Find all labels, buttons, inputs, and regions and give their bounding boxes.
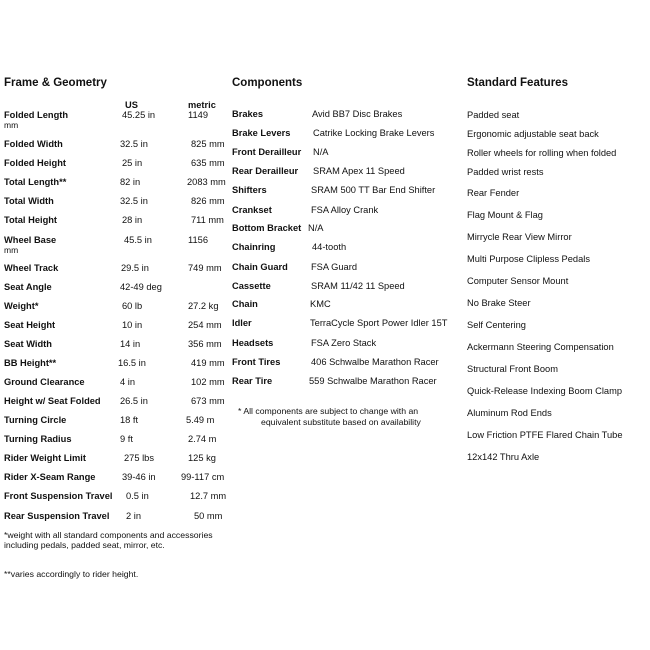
feature-item: Quick-Release Indexing Boom Clamp [467, 386, 623, 396]
component-label: Front Derailleur [232, 147, 302, 157]
frame-row-us-value: 45.5 in [124, 235, 152, 245]
feature-item: Flag Mount & Flag [467, 210, 543, 220]
component-label: Idler [232, 318, 252, 328]
frame-row-label: Turning Radius [4, 434, 72, 444]
frame-row-us-value: 26.5 in [120, 396, 148, 406]
frame-row-label: Rider X-Seam Range [4, 472, 96, 482]
feature-item: Padded wrist rests [467, 167, 544, 177]
frame-row-metric-value: 419 mm [191, 358, 225, 368]
frame-row-label: Total Height [4, 215, 58, 225]
frame-row-metric-value: 12.7 mm [190, 491, 227, 501]
frame-row-metric-value: 673 mm [191, 396, 225, 406]
frame-row-label: Seat Height [4, 320, 56, 330]
feature-item: Multi Purpose Clipless Pedals [467, 254, 590, 264]
frame-row-us-value: 18 ft [120, 415, 139, 425]
feature-item: Ackermann Steering Compensation [467, 342, 614, 352]
frame-row-metric-value: 356 mm [188, 339, 222, 349]
component-value: SRAM Apex 11 Speed [313, 166, 405, 176]
frame-row-us-value: 82 in [120, 177, 141, 187]
feature-item: Low Friction PTFE Flared Chain Tube [467, 430, 623, 440]
component-label: Brakes [232, 109, 264, 119]
frame-row-us-value: 25 in [122, 158, 143, 168]
component-value: Avid BB7 Disc Brakes [312, 109, 403, 119]
frame-row-us-value: 10 in [122, 320, 143, 330]
frame-row-us-value: 39-46 in [122, 472, 156, 482]
frame-row-metric-value: 1149 [188, 110, 208, 120]
frame-row-label: BB Height** [4, 358, 57, 368]
component-label: Shifters [232, 185, 267, 195]
component-label: Rear Derailleur [232, 166, 299, 176]
frame-row-label: Folded Height [4, 158, 66, 168]
frame-row-metric-value: 826 mm [191, 196, 225, 206]
frame-row-metric-value: 27.2 kg [188, 301, 219, 311]
component-value: FSA Alloy Crank [311, 205, 379, 215]
frame-row-us-value: 9 ft [120, 434, 133, 444]
frame-row-us-value: 275 lbs [124, 453, 154, 463]
frame-row-label: Seat Width [4, 339, 52, 349]
metric-column-header: metric [188, 100, 216, 110]
frame-row-label: Weight* [4, 301, 39, 311]
feature-item: Mirrycle Rear View Mirror [467, 232, 572, 242]
frame-row-us-value: 28 in [122, 215, 143, 225]
component-label: Chainring [232, 242, 276, 252]
component-label: Brake Levers [232, 128, 291, 138]
component-value: FSA Guard [311, 262, 357, 272]
height-footnote: **varies accordingly to rider height. [4, 569, 139, 579]
frame-row-us-value: 42-49 deg [120, 282, 162, 292]
components-note-line1: * All components are subject to change with an [238, 406, 419, 416]
frame-row-label: Total Width [4, 196, 54, 206]
feature-item: Computer Sensor Mount [467, 276, 569, 286]
frame-row-label: Total Length** [4, 177, 67, 187]
component-label: Rear Tire [232, 376, 273, 386]
frame-geometry-title: Frame & Geometry [4, 77, 107, 89]
component-value: FSA Zero Stack [311, 338, 377, 348]
feature-item: Roller wheels for rolling when folded [467, 148, 617, 158]
frame-row-metric-value: 254 mm [188, 320, 222, 330]
component-value: 406 Schwalbe Marathon Racer [311, 357, 439, 367]
component-value: KMC [310, 299, 331, 309]
frame-row-metric-value: 2.74 m [188, 434, 217, 444]
standard-features-title: Standard Features [467, 77, 568, 89]
component-value: 44-tooth [312, 242, 347, 252]
components-title: Components [232, 77, 303, 89]
frame-row-label: Rear Suspension Travel [4, 511, 110, 521]
frame-row-metric-value: 99-117 cm [181, 472, 225, 482]
frame-row-metric-value: 50 mm [194, 511, 223, 521]
component-label: Cassette [232, 281, 271, 291]
feature-item: Aluminum Rod Ends [467, 408, 552, 418]
component-value: N/A [313, 147, 329, 157]
frame-row-us-value: 60 lb [122, 301, 143, 311]
frame-row-us-value: 14 in [120, 339, 141, 349]
component-label: Headsets [232, 338, 274, 348]
component-value: Catrike Locking Brake Levers [313, 128, 435, 138]
frame-row-us-value: 45.25 in [122, 110, 156, 120]
feature-item: Structural Front Boom [467, 364, 558, 374]
frame-row-unit: mm [4, 120, 19, 130]
frame-row-metric-value: 5.49 m [186, 415, 215, 425]
frame-row-label: Seat Angle [4, 282, 52, 292]
frame-row-us-value: 32.5 in [120, 139, 148, 149]
frame-row-us-value: 0.5 in [126, 491, 149, 501]
component-label: Chain Guard [232, 262, 288, 272]
frame-row-label: Height w/ Seat Folded [4, 396, 101, 406]
feature-item: Padded seat [467, 110, 520, 120]
components-note-line2: equivalent substitute based on availability [261, 417, 421, 427]
frame-row-metric-value: 125 kg [188, 453, 216, 463]
frame-row-us-value: 2 in [126, 511, 141, 521]
component-value: SRAM 500 TT Bar End Shifter [311, 185, 436, 195]
frame-row-label: Front Suspension Travel [4, 491, 113, 501]
frame-row-metric-value: 1156 [188, 235, 208, 245]
frame-row-label: Wheel Track [4, 263, 59, 273]
component-value: 559 Schwalbe Marathon Racer [309, 376, 437, 386]
frame-row-label: Folded Length [4, 110, 69, 120]
frame-row-us-value: 32.5 in [120, 196, 148, 206]
frame-row-metric-value: 825 mm [191, 139, 225, 149]
component-label: Chain [232, 299, 258, 309]
component-value: SRAM 11/42 11 Speed [311, 281, 405, 291]
frame-row-metric-value: 102 mm [191, 377, 225, 387]
component-value: N/A [308, 223, 324, 233]
frame-row-label: Folded Width [4, 139, 63, 149]
frame-row-metric-value: 711 mm [191, 215, 224, 225]
frame-row-unit: mm [4, 245, 19, 255]
component-label: Bottom Bracket [232, 223, 302, 233]
frame-row-us-value: 29.5 in [121, 263, 149, 273]
component-label: Crankset [232, 205, 272, 215]
feature-item: 12x142 Thru Axle [467, 452, 540, 462]
frame-row-us-value: 4 in [120, 377, 135, 387]
frame-row-us-value: 16.5 in [118, 358, 146, 368]
feature-item: Rear Fender [467, 188, 520, 198]
component-value: TerraCycle Sport Power Idler 15T [310, 318, 448, 328]
component-label: Front Tires [232, 357, 281, 367]
frame-row-metric-value: 749 mm [188, 263, 222, 273]
feature-item: Self Centering [467, 320, 526, 330]
feature-item: Ergonomic adjustable seat back [467, 129, 599, 139]
frame-row-label: Turning Circle [4, 415, 67, 425]
frame-row-label: Wheel Base [4, 235, 57, 245]
us-column-header: US [125, 100, 138, 110]
frame-row-metric-value: 2083 mm [187, 177, 226, 187]
frame-row-label: Ground Clearance [4, 377, 85, 387]
weight-footnote: *weight with all standard components and accessories including pedals, padded seat, mirror, etc. [4, 530, 213, 550]
feature-item: No Brake Steer [467, 298, 531, 308]
frame-row-metric-value: 635 mm [191, 158, 225, 168]
frame-row-label: Rider Weight Limit [4, 453, 86, 463]
